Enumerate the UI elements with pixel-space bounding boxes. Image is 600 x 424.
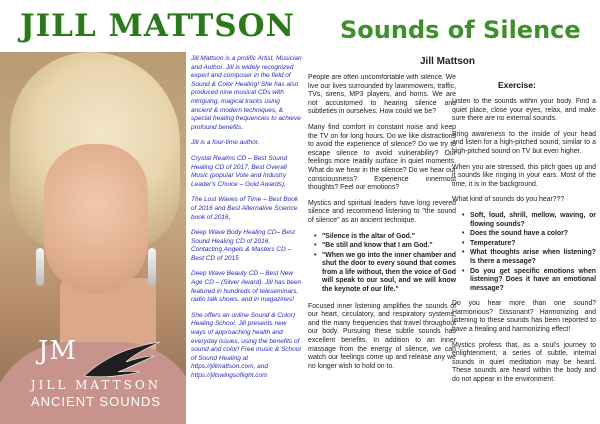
article-paragraph: Focused inner listening amplifies the sounds of our heart, circulatory, and respiratory systems, and the many frequencies that travel throughout our body. Pursuing these subtle sounds has excellent benefits. In addition to an inner massage from the energy of silence, we can watch our feelings come up and release any we no longer wish to hold on to. — [308, 302, 456, 370]
question-item: • What thoughts arise when listening? Is there a message? — [462, 249, 596, 266]
exercise-paragraph: What kind of sounds do you hear??? — [452, 196, 565, 204]
exercise-heading: Exercise: — [498, 80, 536, 90]
quote-item: • "Silence is the altar of God." — [314, 233, 456, 242]
quote-item: • "When we go into the inner chamber and shut the door to every sound that comes from a life without, then the voice of God will speak to our soul, and we will know the keynote of our life." — [314, 252, 456, 295]
exercise-paragraph: Mystics profess that, as a soul's journey to enlightenment, a series of subtle, internal sounds in quiet meditation may be heard. These sounds are heard within the body and do not appear in the environment. — [452, 341, 596, 384]
bio-paragraph: Deep Wave Beauty CD – Best New Age CD – (Silver Award). Jill has been featured in hundreds of teleseminars, radio talk shows, and in magazines! — [191, 270, 302, 304]
exercise-paragraph: When you are stressed, this pitch goes up and it sounds like ringing in your ears. Most of the time, it is in the background. — [452, 163, 596, 188]
ancient-sounds-logo — [16, 336, 176, 420]
bio-paragraph: The Lost Waves of Time – Best Book of 2016 and Best Alternative Science book of 2016, — [191, 196, 299, 221]
page-title: Sounds of Silence — [340, 16, 581, 44]
author-name-heading: JILL MATTSON — [20, 8, 295, 44]
article-paragraph: People are often uncomfortable with silence. We live our lives surrounded by lawnmowers, traffic, TVs, sirens, MP3 players, and horns. We are not accustomed to hearing silence and subtleties in ourselves. How could we be? — [308, 74, 456, 116]
article-author: Jill Mattson — [420, 56, 476, 67]
bio-paragraph: She offers an online Sound & Color) Healing School. Jill presents new ways of approaching health and everyday issues, using the benefits of sound and color! Free music & School of Sound Healing at https://jillmattson.com, and https://jillswingsoflight.com — [191, 311, 301, 379]
bio-paragraph: Crystal Realms CD – Best Sound Healing CD of 2017, Best Overall Music (popular Vote and Industry Leader's Choice – Gold Awards), — [191, 154, 288, 188]
article-paragraph: Mystics and spiritual leaders have long revered silence and recommend listening to "the sound of silence" as an ancient technique. — [308, 199, 456, 224]
logo-name: JILL MATTSON — [30, 378, 162, 392]
logo-monogram: JM — [38, 336, 78, 366]
quote-item: • "Be still and know that I am God." — [314, 242, 456, 251]
question-item: • Soft, loud, shrill, mellow, waving, or flowing sounds? — [462, 212, 596, 229]
exercise-paragraph: Listen to the sounds within your body. Find a quiet place, close your eyes, relax, and make sure there are no external sounds. — [452, 98, 596, 123]
logo-subtitle: ANCIENT SOUNDS — [30, 394, 162, 409]
bio-paragraph: Jill Mattson is a prolific Artist, Musician and Author. Jill is widely recognized expert and composer in the field of Sound & Color Healing! She has also produced nine musical CDs with intriguing, magical tracks using ancient & modern techniques, & special healing frequencies to achieve profound benefits. — [191, 55, 302, 131]
earring-icon — [36, 248, 44, 286]
earring-icon — [148, 248, 156, 286]
question-item: • Temperature? — [462, 240, 596, 249]
wing-icon — [82, 340, 162, 380]
question-list — [462, 212, 596, 293]
exercise-paragraph: Bring awareness to the inside of your head and listen for a high-pitched sound, similar to a high-pitched sound on TV but even higher. — [452, 130, 596, 155]
bio-paragraph: Deep Wave Body Healing CD– Best Sound Healing CD of 2016, Contacting Angels & Masters CD – Best CD of 2015 — [191, 229, 295, 262]
bio-paragraph: Jill is a four-time author. — [191, 139, 260, 147]
author-bio — [191, 55, 302, 421]
exercise-body — [452, 98, 596, 420]
question-item: • Do you get specific emotions when listening? Does it have an emotional message? — [462, 268, 596, 294]
exercise-paragraph: Do you hear more than one sound? Harmonious? Dissonant? Harmonizing and listening to these sounds has been reported to have a healing and harmonizing effect! — [452, 300, 596, 334]
article-paragraph: Many find comfort in constant noise and keep the TV on for long hours. Do we like distractions to avoid the experience of silence? Do we try to escape silence to avoid vulnerability? Our feelings more readily surface in quiet moments. What do we hear in the silence? Do we hear our consciousness? Experience innermost thoughts? Feel our emotions? — [308, 123, 456, 192]
question-item: • Does the sound have a color? — [462, 230, 596, 239]
quote-list — [314, 233, 456, 295]
article-body — [308, 74, 456, 420]
